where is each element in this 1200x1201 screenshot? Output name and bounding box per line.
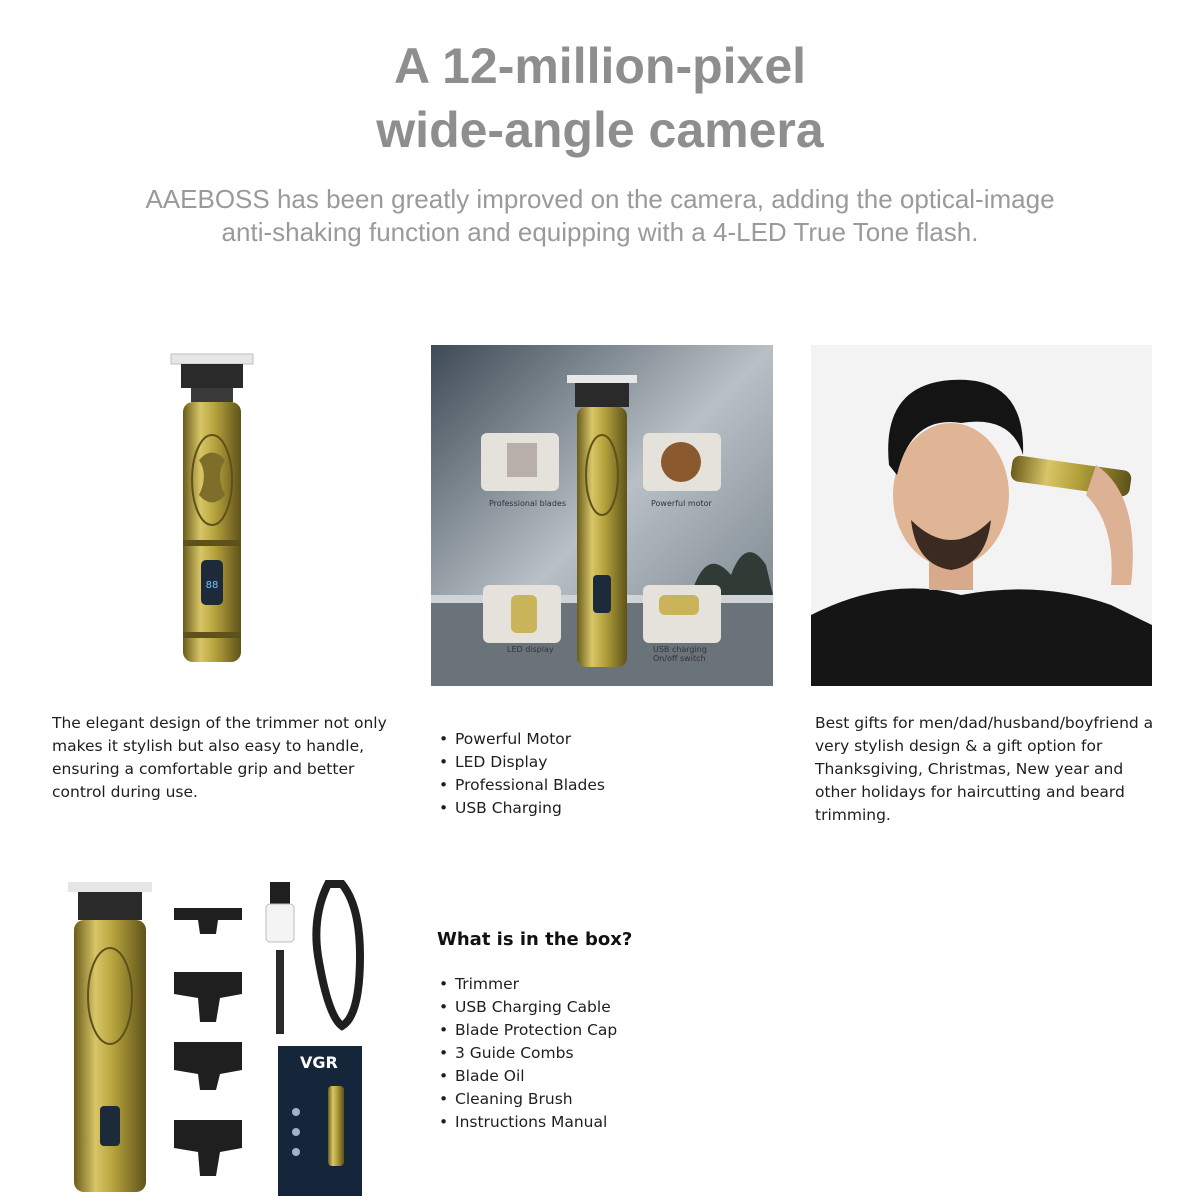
box-item: • Cleaning Brush — [455, 1088, 757, 1111]
feature-item: • USB Charging — [455, 797, 737, 820]
box-item: • 3 Guide Combs — [455, 1042, 757, 1065]
box-item: • Blade Oil — [455, 1065, 757, 1088]
box-contents-list — [437, 928, 757, 1134]
features-list — [437, 728, 737, 820]
brand-logo-text: VGR — [300, 1053, 338, 1072]
trimmer-illustration — [165, 350, 260, 670]
hero-subtitle-line2: anti-shaking function and equipping with a 4-LED True Tone flash. — [221, 217, 979, 247]
callout-powerful-motor: Powerful motor — [651, 499, 712, 508]
feature-item: • LED Display — [455, 751, 737, 774]
box-contents-illustration — [60, 876, 370, 1196]
feature-item: • Powerful Motor — [455, 728, 737, 751]
box-item: • Trimmer — [455, 973, 757, 996]
hero-title — [0, 34, 1200, 162]
callout-professional-blades: Professional blades — [489, 499, 566, 508]
feature-item: • Professional Blades — [455, 774, 737, 797]
box-contents-image — [60, 876, 370, 1196]
callout-usb-charging: USB charging On/off switch — [653, 645, 707, 663]
man-photo-illustration — [811, 345, 1152, 686]
trimmer-design-caption: The elegant design of the trimmer not only makes it stylish but also easy to handle, ensuring a comfortable grip and better control during use. — [52, 714, 387, 801]
man-using-trimmer-photo — [811, 345, 1152, 686]
box-item: • USB Charging Cable — [455, 996, 757, 1019]
callout-led-display: LED display — [507, 645, 554, 654]
features-scene — [431, 345, 773, 686]
svg-text:88: 88 — [205, 580, 219, 591]
features-scene-illustration — [431, 345, 773, 686]
box-title: What is in the box? — [437, 929, 633, 950]
box-item: • Instructions Manual — [455, 1111, 757, 1134]
trimmer-product-image — [165, 350, 260, 670]
box-item: • Blade Protection Cap — [455, 1019, 757, 1042]
gift-caption: Best gifts for men/dad/husband/boyfriend a very stylish design & a gift option for Thanksgiving, Christmas, New year and other holidays for haircutting and beard trimming. — [815, 714, 1154, 824]
hero-subtitle — [100, 183, 1100, 249]
hero-title-line1: A 12-million-pixel — [393, 38, 807, 94]
hero-title-line2: wide-angle camera — [376, 102, 824, 158]
hero-subtitle-line1: AAEBOSS has been greatly improved on the camera, adding the optical-image — [145, 184, 1055, 214]
